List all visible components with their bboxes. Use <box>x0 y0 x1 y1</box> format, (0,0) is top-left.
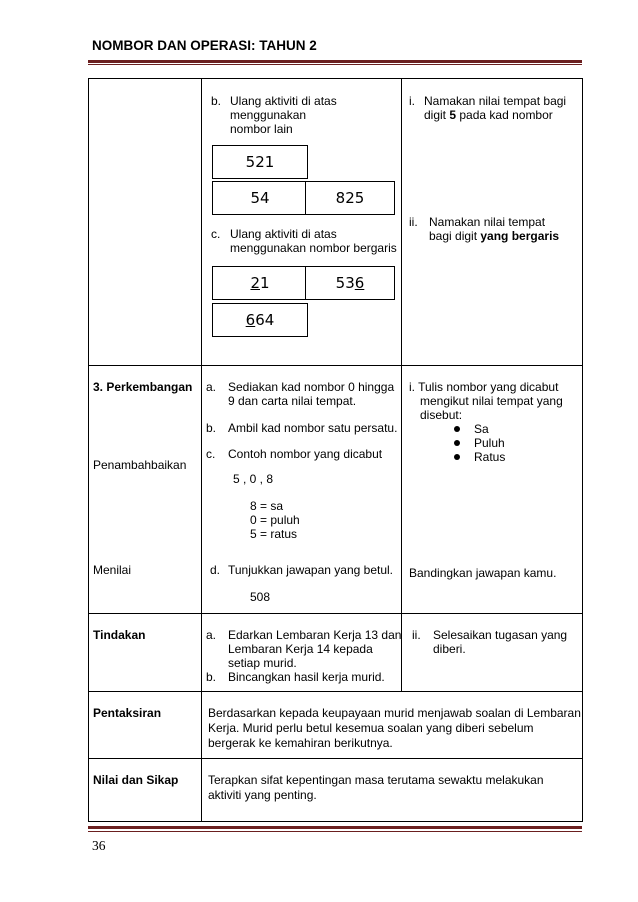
label-nilai-dan-sikap: Nilai dan Sikap <box>93 773 179 787</box>
bullet-dot-icon <box>454 426 460 432</box>
row2-c-marker: c. <box>206 447 216 461</box>
row3-a-line-3: setiap murid. <box>228 656 297 670</box>
row1-b-line-3: nombor lain <box>230 122 293 136</box>
number-card-825: 825 <box>305 181 395 215</box>
header-rule-thin <box>88 64 582 65</box>
table-row-tindakan <box>89 614 583 692</box>
row5-line-2: aktiviti yang penting. <box>208 788 317 802</box>
row2-a-line-1: Sediakan kad nombor 0 hingga <box>228 380 395 394</box>
bold-digit-5: 5 <box>449 108 457 122</box>
row2-b-text: Ambil kad nombor satu persatu. <box>228 421 398 435</box>
row4-content-cell <box>202 692 583 759</box>
row1-ii-line-1: Namakan nilai tempat <box>429 215 546 229</box>
row2-b-marker: b. <box>206 421 217 435</box>
number-card-664 <box>212 303 308 337</box>
row3-b-text: Bincangkan hasil kerja murid. <box>228 670 385 684</box>
bullet-dot-icon <box>454 454 460 460</box>
row1-ii-marker: ii. <box>409 215 418 229</box>
row3-a-marker: a. <box>206 628 217 642</box>
row3-ii-line-2: diberi. <box>433 642 466 656</box>
row4-label-cell <box>89 692 202 759</box>
table-row-perkembangan <box>89 366 583 614</box>
row2-d-text: Tunjukkan jawapan yang betul. <box>228 563 393 577</box>
row2-d-marker: d. <box>210 563 221 577</box>
row1-ii-line-2: bagi digit yang bergaris <box>429 229 560 243</box>
mapping-ratus: 5 = ratus <box>250 527 298 541</box>
row2-right-line-2: mengikut nilai tempat yang <box>420 394 563 408</box>
row1-i-line-2: digit 5 pada kad nombor <box>424 108 553 122</box>
card-rest-digits: 1 <box>260 274 270 292</box>
row3-label-cell <box>89 614 202 692</box>
card-rest-digits: 64 <box>255 311 275 329</box>
row5-content-cell <box>202 759 583 822</box>
answer-508: 508 <box>250 590 271 604</box>
row1-c-line-1: Ulang aktiviti di atas <box>230 227 337 241</box>
row4-line-1: Berdasarkan kepada keupayaan murid menjawab soalan di Lembaran <box>208 706 581 720</box>
row2-label-cell <box>89 366 202 614</box>
row1-question-cell <box>402 79 583 366</box>
number-card-21 <box>212 266 308 300</box>
row1-c-line-2: menggunakan nombor bergaris <box>230 241 397 255</box>
footer-rule-thick <box>88 826 582 829</box>
page-number: 36 <box>92 838 106 853</box>
mapping-puluh: 0 = puluh <box>250 513 300 527</box>
row1-b-marker: b. <box>211 94 222 108</box>
row3-ii-line-1: Selesaikan tugasan yang <box>433 628 568 642</box>
row4-line-3: bergerak ke kemahiran berikutnya. <box>208 736 393 750</box>
label-tindakan: Tindakan <box>93 628 146 642</box>
bullet-ratus: Ratus <box>454 450 505 464</box>
number-card-54: 54 <box>212 181 308 215</box>
row1-activity-cell <box>202 79 402 366</box>
row1-i-line-1: Namakan nilai tempat bagi <box>424 94 567 108</box>
compare-text: Bandingkan jawapan kamu. <box>409 566 557 580</box>
header-rule-thick <box>88 60 582 63</box>
mapping-sa: 8 = sa <box>250 499 284 513</box>
page-header-title: NOMBOR DAN OPERASI: TAHUN 2 <box>92 38 317 53</box>
example-numbers: 5 , 0 , 8 <box>233 472 274 486</box>
row1-b-line-2: menggunakan <box>230 108 307 122</box>
row5-line-1: Terapkan sifat kepentingan masa terutama sewaktu melakukan <box>208 773 544 787</box>
bullet-puluh: Puluh <box>454 436 505 450</box>
table-row-activity <box>89 79 583 366</box>
row2-a-line-2: 9 dan carta nilai tempat. <box>228 394 357 408</box>
row2-activity-cell <box>202 366 402 614</box>
row2-c-text: Contoh nombor yang dicabut <box>228 447 383 461</box>
label-perkembangan: 3. Perkembangan <box>93 380 193 394</box>
row5-label-cell <box>89 759 202 822</box>
row3-a-line-2: Lembaran Kerja 14 kepada <box>228 642 373 656</box>
table-row-nilai-dan-sikap <box>89 759 583 822</box>
row2-question-cell <box>402 366 583 614</box>
row1-b-line-1: Ulang aktiviti di atas <box>230 94 337 108</box>
row2-right-line-3: disebut: <box>420 408 463 422</box>
row3-a-line-1: Edarkan Lembaran Kerja 13 dan <box>228 628 402 642</box>
underlined-digit: 2 <box>250 274 260 292</box>
bullet-sa: Sa <box>454 422 489 436</box>
lesson-table <box>88 78 583 822</box>
underlined-digit: 6 <box>354 274 365 292</box>
card-leading-digits: 53 <box>335 274 355 292</box>
row2-right-line-1: i. Tulis nombor yang dicabut <box>409 380 559 394</box>
number-card-521: 521 <box>212 145 308 179</box>
table-row-pentaksiran <box>89 692 583 759</box>
row1-label-cell <box>89 79 202 366</box>
label-penambahbaikan: Penambahbaikan <box>93 458 187 472</box>
row3-b-marker: b. <box>206 670 217 684</box>
row1-i-marker: i. <box>409 94 415 108</box>
footer-rule-thin <box>88 831 582 832</box>
number-card-536 <box>305 266 395 300</box>
row4-line-2: Kerja. Murid perlu betul kesemua soalan yang diberi sebelum <box>208 721 534 735</box>
bold-text-yang-bergaris: yang bergaris <box>480 229 560 243</box>
label-pentaksiran: Pentaksiran <box>93 706 162 720</box>
row3-ii-marker: ii. <box>412 628 421 642</box>
row1-c-marker: c. <box>211 227 221 241</box>
bullet-dot-icon <box>454 440 460 446</box>
label-menilai: Menilai <box>93 563 132 577</box>
row2-a-marker: a. <box>206 380 217 394</box>
row3-activity-cell <box>202 614 402 692</box>
row3-question-cell <box>402 614 583 692</box>
underlined-digit: 6 <box>245 311 256 329</box>
